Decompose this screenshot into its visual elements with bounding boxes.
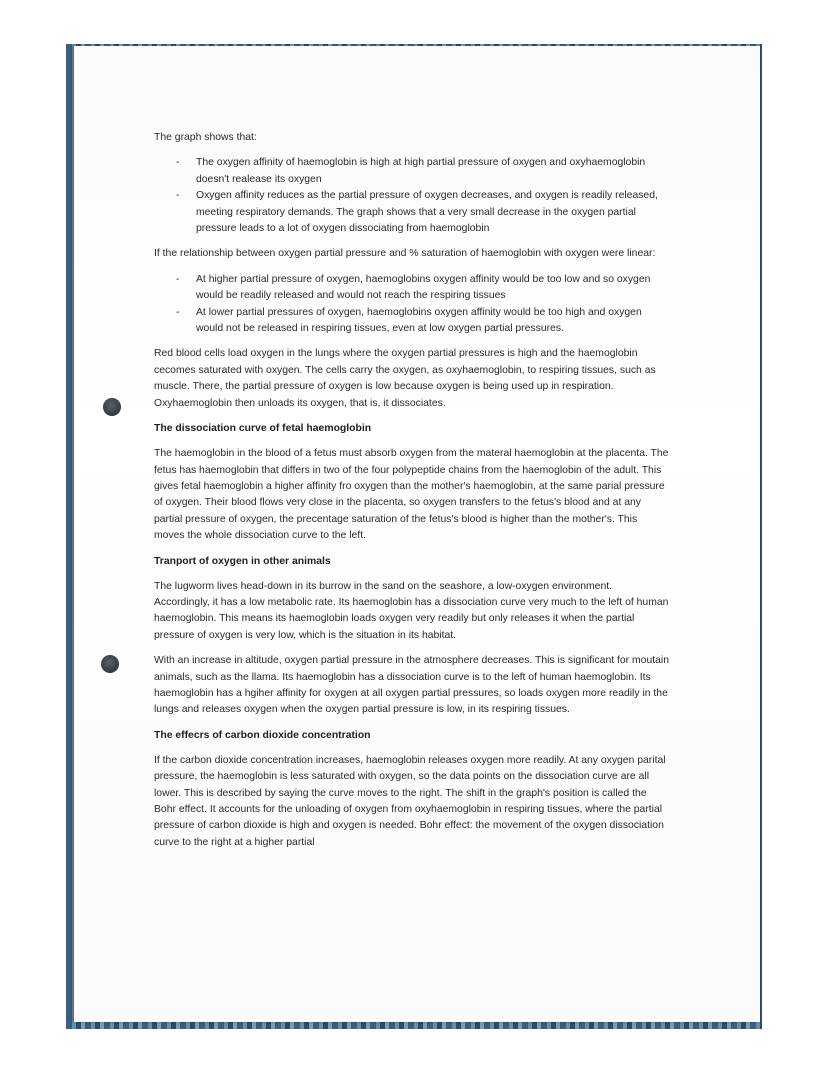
fetal-haemoglobin-heading: The dissociation curve of fetal haemoglobin [154,423,372,435]
bullet-text: At lower partial pressures of oxygen, haemoglobins oxygen affinity would be too high and oxygen would not be released in respiring tissues, even at low oxygen partial pressures. [196,306,642,335]
fetal-haemoglobin-paragraph: The haemoglobin in the blood of a fetus must absorb oxygen from the materal haemoglobin at the placenta. The fetus has haemoglobin that differs in two of the four polypeptide chains from the haemoglobin of the adult. This gives fetal haemoglobin a higher affinity fro oxygen than the mother's haemoglobin, at the same parial pressure of oxygen. Their blood flows very close in the placenta, so oxygen transfers to the fetus's blood and at any partial pressure of oxygen, the precentage saturation of the fetus's blood is higher than the mother's. This moves the whole dissociation curve to the left. [154,448,669,542]
altitude-paragraph: With an increase in altitude, oxygen partial pressure in the atmosphere decreases. This is significant for moutain animals, such as the llama. Its haemoglobin has a dissociation curve is to the left of human haemoglobin. Its haemoglobin has a hgiher affinity for oxygen at all oxygen partial pressures, so loads oxygen more readily in the lungs and releases oxygen when the oxygen partial pressure is low, in its respiring tissues. [154,655,669,716]
list-item [150,305,670,338]
bullet-dash: - [176,157,180,169]
bullet-dash: - [176,190,180,202]
bullet-dash: - [176,306,180,318]
punch-hole-top [103,398,121,416]
bullet-text: At higher partial pressure of oxygen, haemoglobins oxygen affinity would be too low and so oxygen would be readily released and would not reach the respiring tissues [196,273,651,302]
bullet-text: The oxygen affinity of haemoglobin is high at high partial pressure of oxygen and oxyhaemoglobin doesn't realease its oxygen [196,157,646,185]
bullet-text: Oxygen affinity reduces as the partial pressure of oxygen decreases, and oxygen is readily released, meeting respiratory demands. The graph shows that a very small decrease in the oxygen partial pressure leads to a lot of oxygen dissociating from haemoglobin [196,190,658,235]
list-item [150,188,670,237]
list-item [150,155,670,188]
linear-bullet-list [150,272,670,338]
red-blood-cells-paragraph: Red blood cells load oxygen in the lungs where the oxygen partial pressures is high and the haemoglobin cecomes saturated with oxygen. The cells carry the oxygen, as oxyhaemoglobin, to respiring tissues, such as muscle. There, the partial pressure of oxygen is low because oxygen is being used up in respiration. Oxyhaemoglobin then unloads its oxygen, that is, it dissociates. [154,348,656,409]
document-text [150,130,670,860]
transport-heading: Tranport of oxygen in other animals [154,555,331,567]
punch-hole-bottom [101,655,119,673]
list-item [150,272,670,305]
bullet-dash: - [176,273,180,285]
graph-intro: The graph shows that: [154,132,257,143]
lugworm-paragraph: The lugworm lives head-down in its burrow in the sand on the seashore, a low-oxygen environment. Accordingly, it has a low metabolic rate. Its haemoglobin has a dissociation curve very much to the left of human haemoglobin. This means its haemoglobin loads oxygen very readily but only releases it when the partial pressure of oxygen is very low, which is the situation in its habitat. [154,580,669,641]
graph-bullet-list [150,155,670,237]
carbon-dioxide-paragraph: If the carbon dioxide concentration increases, haemoglobin releases oxygen more readily. At any oxygen parital pressure, the haemoglobin is less saturated with oxygen, so the data points on the dissociation curve are all lower. This is described by saying the curve moves to the right. The shift in the graph's position is called the Bohr effect. It accounts for the unloading of oxygen from oxyhaemoglobin in respiring tissues, where the partial pressure of carbon dioxide is high and oxygen is needed. Bohr effect: the movement of the oxygen dissociation curve to the right at a higher partial [154,754,666,848]
carbon-dioxide-heading: The effecrs of carbon dioxide concentration [154,729,371,741]
linear-intro: If the relationship between oxygen partial pressure and % saturation of haemoglobin with oxygen were linear: [154,248,656,260]
